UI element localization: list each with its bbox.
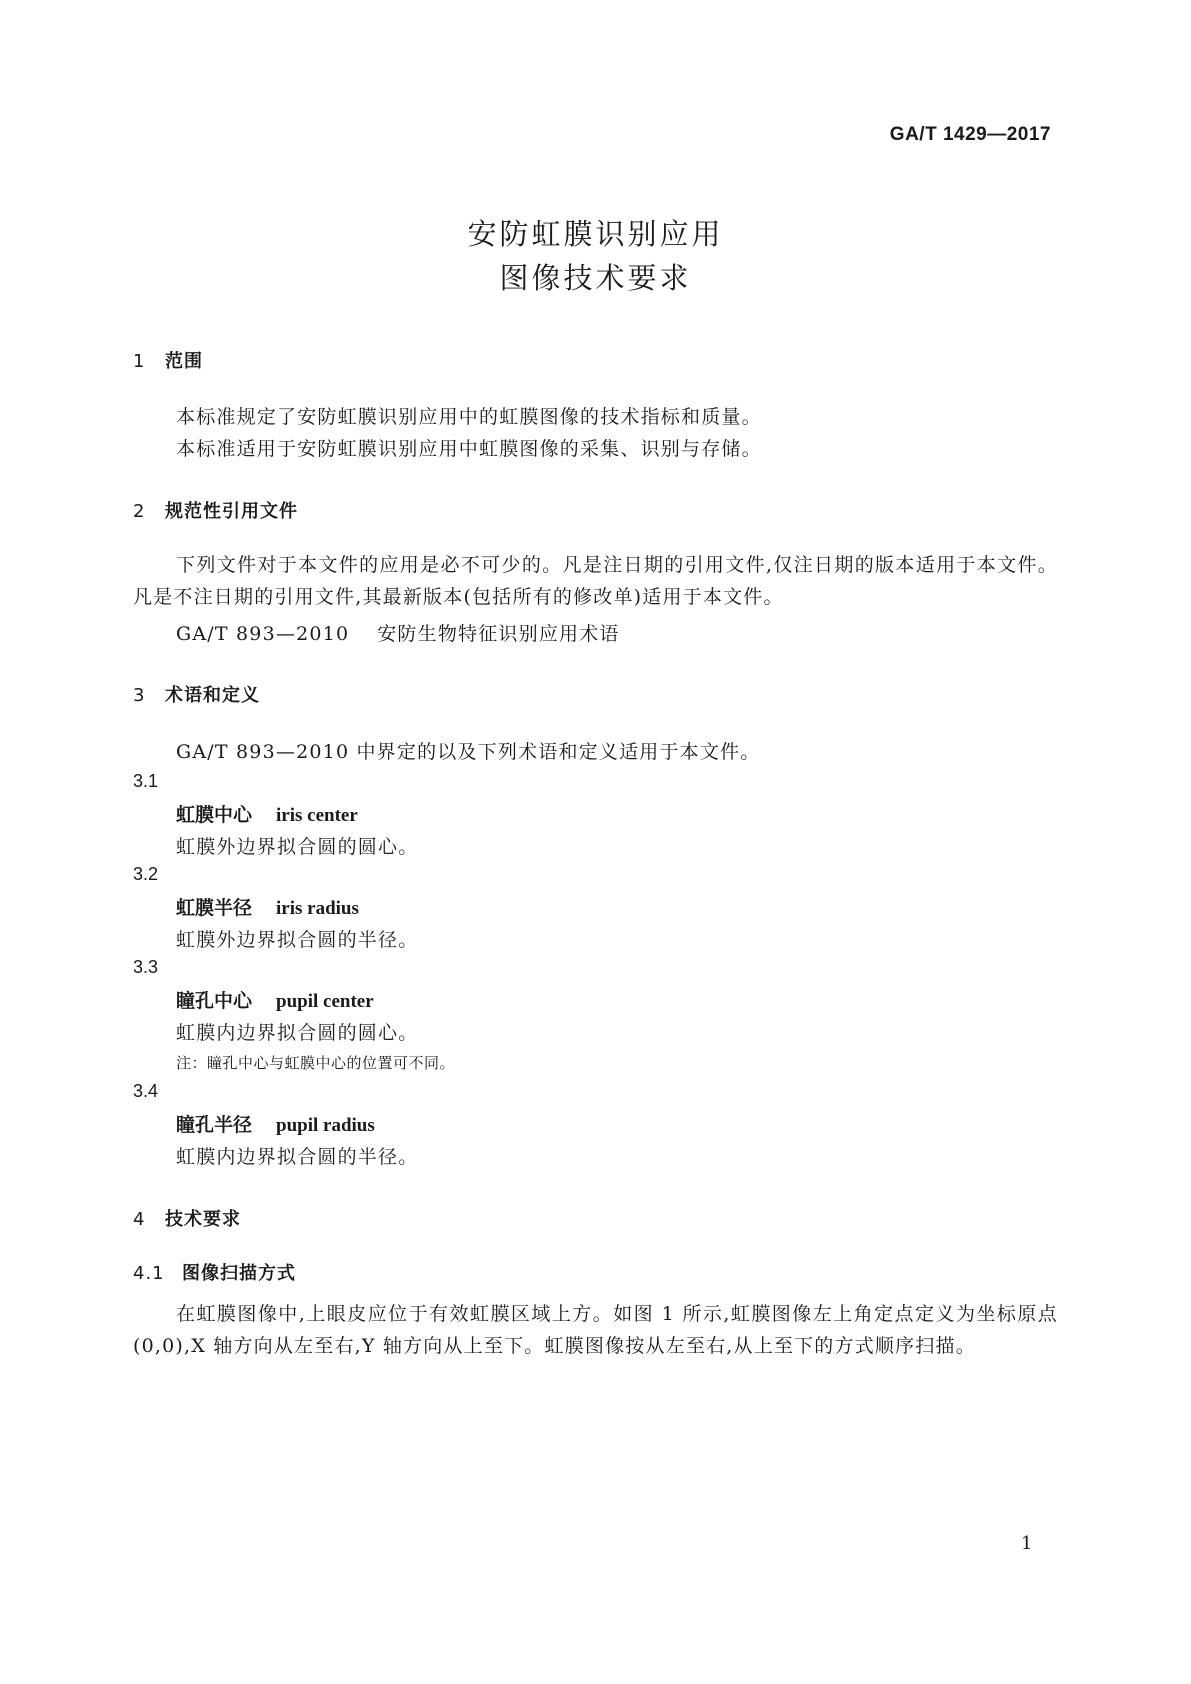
term-definition: 虹膜外边界拟合圆的半径。 <box>176 929 419 951</box>
term-number: 3.1 <box>133 771 159 791</box>
subsection-number: 4.1 <box>133 1263 165 1284</box>
section-title: 术语和定义 <box>165 685 260 706</box>
subsection-title: 图像扫描方式 <box>182 1263 296 1284</box>
term-heading <box>176 1110 375 1137</box>
section-title: 范围 <box>165 351 203 372</box>
term-number: 3.2 <box>133 864 159 884</box>
term-zh: 虹膜中心 <box>176 804 253 826</box>
term-note: 注：瞳孔中心与虹膜中心的位置可不同。 <box>176 1054 456 1072</box>
paragraph: 本标准规定了安防虹膜识别应用中的虹膜图像的技术指标和质量。 <box>176 406 762 428</box>
term-definition: 虹膜内边界拟合圆的圆心。 <box>176 1022 419 1044</box>
paragraph: 下列文件对于本文件的应用是必不可少的。凡是注日期的引用文件,仅注日期的版本适用于本文件。凡是不注日期的引用文件,其最新版本(包括所有的修改单)适用于本文件。 <box>133 554 1058 608</box>
section-2-heading <box>133 497 298 523</box>
term-zh: 瞳孔半径 <box>176 1114 253 1136</box>
term-en: iris radius <box>276 898 359 919</box>
page-number: 1 <box>1021 1533 1033 1554</box>
term-heading <box>176 800 358 827</box>
reference-title: 安防生物特征识别应用术语 <box>377 623 620 645</box>
section-number: 1 <box>133 351 146 372</box>
term-number: 3.4 <box>133 1081 159 1101</box>
section-title: 规范性引用文件 <box>165 501 298 522</box>
term-zh: 瞳孔中心 <box>176 990 253 1012</box>
paragraph: 在虹膜图像中,上眼皮应位于有效虹膜区域上方。如图 1 所示,虹膜图像左上角定点定义为坐标原点(0,0),X 轴方向从左至右,Y 轴方向从上至下。虹膜图像按从左至右,从上至下的方式顺序扫描。 <box>133 1303 1058 1357</box>
section-number: 4 <box>133 1209 146 1230</box>
section-title: 技术要求 <box>165 1209 241 1230</box>
section-number: 3 <box>133 685 146 706</box>
document-title-line-1: 安防虹膜识别应用 <box>467 217 724 251</box>
reference-code: GA/T 893—2010 <box>176 623 350 645</box>
section-4-heading <box>133 1205 241 1231</box>
document-title-line-2: 图像技术要求 <box>499 261 692 295</box>
term-definition: 虹膜内边界拟合圆的半径。 <box>176 1146 419 1168</box>
term-en: pupil center <box>276 991 374 1012</box>
section-3-heading <box>133 681 260 707</box>
term-definition: 虹膜外边界拟合圆的圆心。 <box>176 836 419 858</box>
standard-code: GA/T 1429—2017 <box>889 124 1051 145</box>
paragraph: 本标准适用于安防虹膜识别应用中虹膜图像的采集、识别与存储。 <box>176 438 762 460</box>
term-number: 3.3 <box>133 957 159 977</box>
term-heading <box>176 893 359 920</box>
term-heading <box>176 986 374 1013</box>
section-number: 2 <box>133 501 146 522</box>
term-en: iris center <box>276 805 358 826</box>
term-en: pupil radius <box>276 1115 375 1136</box>
subsection-4-1-heading <box>133 1259 296 1285</box>
term-zh: 虹膜半径 <box>176 897 253 919</box>
paragraph: GA/T 893—2010 中界定的以及下列术语和定义适用于本文件。 <box>176 741 761 763</box>
normative-reference <box>176 619 620 646</box>
section-1-heading <box>133 347 203 373</box>
